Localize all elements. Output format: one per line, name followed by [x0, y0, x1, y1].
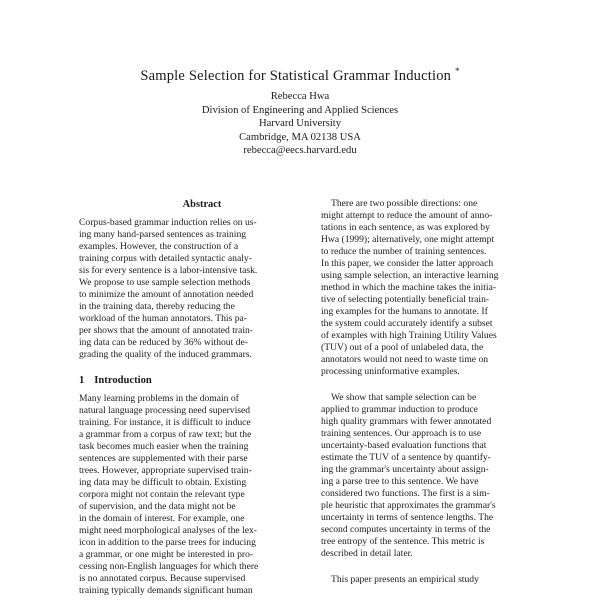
title-text: Sample Selection for Statistical Grammar Induction — [140, 67, 452, 84]
right-paragraph-3 — [321, 574, 567, 586]
right-paragraph-2 — [321, 392, 567, 560]
section-number: 1 — [79, 375, 85, 386]
abstract-line: ing many hand-parsed sentences as training — [79, 229, 247, 240]
intro-line: is no annotated corpus. Because supervised — [79, 573, 246, 584]
body-line: ing examples for the humans to annotate. If — [321, 306, 488, 317]
abstract-line: grading the quality of the induced grammars. — [79, 349, 252, 360]
intro-line: trees. However, appropriate supervised train- — [79, 465, 252, 476]
body-line: to reduce the number of training sentences. — [321, 246, 487, 257]
body-line: ple heuristic that approximates the grammar's — [321, 500, 496, 511]
intro-line: in the domain of interest. For example, one — [79, 513, 245, 524]
abstract-line: examples. However, the construction of a — [79, 241, 239, 252]
author-email: rebecca@eecs.harvard.edu — [243, 145, 357, 157]
body-line: of examples with high Training Utility Values — [321, 330, 497, 341]
introduction-body — [79, 393, 325, 597]
body-line: second computes uncertainty in terms of the — [321, 524, 491, 535]
abstract-body — [79, 217, 325, 361]
intro-line: training typically demands significant human — [79, 585, 253, 596]
body-line: We show that sample selection can be — [331, 392, 477, 403]
intro-line: icon in addition to the parse trees for inducing — [79, 537, 256, 548]
intro-line: a grammar, or one might be interested in pro- — [79, 549, 254, 560]
body-line: the system could accurately identify a subset — [321, 318, 493, 329]
intro-line: a grammar from a corpus of raw text; but the — [79, 429, 252, 440]
abstract-line: in the training data, thereby reducing the — [79, 301, 235, 312]
body-line: ing a parse tree to this sentence. We have — [321, 476, 479, 487]
body-line: using sample selection, an interactive learning — [321, 270, 499, 281]
body-line: method in which the machine takes the initia- — [321, 282, 497, 293]
abstract-line: We propose to use sample selection methods — [79, 277, 251, 288]
intro-line: task becomes much easier when the training — [79, 441, 249, 452]
abstract-line: workload of the human annotators. This pa- — [79, 313, 247, 324]
body-line: tations in each sentence, as was explored by — [321, 222, 490, 233]
intro-line: Many learning problems in the domain of — [79, 393, 239, 404]
right-paragraph-1 — [321, 198, 567, 378]
intro-line: might need morphological analyses of the lex- — [79, 525, 257, 536]
section-title: Introduction — [94, 375, 152, 386]
abstract-heading: Abstract — [182, 199, 222, 210]
body-line: tive of selecting potentially beneficial train- — [321, 294, 490, 305]
body-line: This paper presents an empirical study — [331, 574, 479, 585]
intro-line: corpora might not contain the relevant type — [79, 489, 245, 500]
author-name: Rebecca Hwa — [270, 91, 330, 102]
author-university: Harvard University — [258, 118, 342, 130]
author-block — [0, 90, 600, 158]
body-line: might attempt to reduce the amount of anno- — [321, 210, 493, 221]
body-line: (TUV) out of a pool of unlabeled data, the — [321, 342, 484, 353]
intro-line: cessing non-English languages for which there — [79, 561, 259, 572]
intro-line: training. For instance, it is difficult to induce — [79, 417, 251, 428]
body-line: ing the grammar's uncertainty about assign- — [321, 464, 489, 475]
body-line: Hwa (1999); alternatively, one might attempt — [321, 234, 495, 245]
right-column — [321, 198, 567, 586]
intro-line: ing data may be difficult to obtain. Existing — [79, 477, 247, 488]
body-line: considered two functions. The first is a sim- — [321, 488, 490, 499]
body-line: applied to grammar induction to produce — [321, 404, 478, 415]
body-line: training sentences. Our approach is to use — [321, 428, 482, 439]
body-line: processing uninformative examples. — [321, 366, 460, 377]
abstract-line: ing data can be reduced by 36% without de- — [79, 337, 248, 348]
abstract-line: to minimize the amount of annotation needed — [79, 289, 254, 300]
section-heading-introduction — [79, 375, 325, 387]
paper-title — [0, 62, 600, 85]
body-line: high quality grammars with fewer annotated — [321, 416, 492, 427]
body-line: annotators would not need to waste time on — [321, 354, 489, 365]
abstract-line: sis for every sentence is a labor-intensive task. — [79, 265, 258, 276]
abstract-line: Corpus-based grammar induction relies on us- — [79, 217, 257, 228]
body-line: described in detail later. — [321, 548, 413, 559]
abstract-line: training corpus with detailed syntactic analy- — [79, 253, 252, 264]
title-footnote-mark: * — [454, 66, 460, 76]
intro-line: of supervision, and the data might not be — [79, 501, 236, 512]
body-line: In this paper, we consider the latter approach — [321, 258, 494, 269]
body-line: uncertainty in terms of sentence lengths. The — [321, 512, 494, 523]
author-affiliation: Division of Engineering and Applied Sciences — [201, 104, 399, 116]
body-line: tree entropy of the sentence. This metric is — [321, 536, 485, 547]
intro-line: natural language processing need supervised — [79, 405, 251, 416]
left-column — [79, 199, 325, 597]
abstract-line: per shows that the amount of annotated train- — [79, 325, 253, 336]
author-address: Cambridge, MA 02138 USA — [239, 131, 361, 143]
body-line: estimate the TUV of a sentence by quantify- — [321, 452, 491, 463]
intro-line: sentences are supplemented with their parse — [79, 453, 248, 464]
body-line: uncertainty-based evaluation functions that — [321, 440, 487, 451]
body-line: There are two possible directions: one — [331, 198, 478, 209]
